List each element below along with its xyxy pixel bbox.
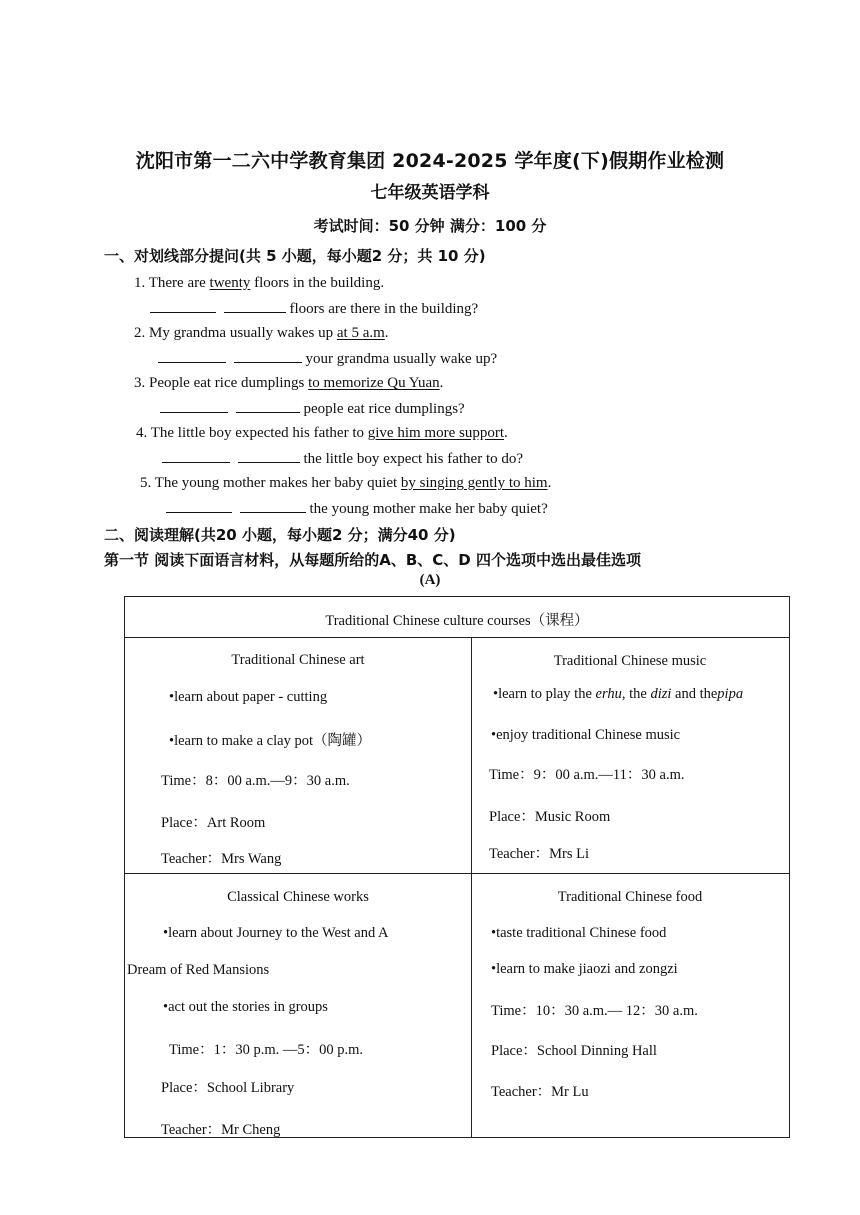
question-3 (134, 375, 443, 392)
underlined-part: give him more support (367, 425, 504, 441)
courses-table (124, 596, 790, 1138)
answer-blank[interactable] (238, 450, 300, 463)
instrument-erhu: erhu (595, 686, 622, 702)
answer-line-5 (166, 500, 548, 518)
answer-blank[interactable] (158, 350, 226, 363)
answer-blank[interactable] (240, 500, 306, 513)
rewrite-text: floors are there in the building? (289, 301, 479, 317)
course-music-place: Place：Music Room (489, 809, 611, 825)
question-5 (140, 475, 551, 492)
question-4 (136, 425, 508, 442)
rewrite-text: the young mother make her baby quiet? (309, 501, 548, 517)
exam-title: 沈阳市第一二六中学教育集团 2024-2025 学年度(下)假期作业检测 (135, 150, 725, 172)
course-art-place: Place：Art Room (161, 815, 266, 831)
question-text-end: . (547, 475, 552, 491)
exam-subject: 七年级英语学科 (370, 183, 490, 203)
course-works-place: Place：School Library (161, 1080, 295, 1096)
question-number: 5. (140, 475, 152, 491)
table-title: Traditional Chinese culture courses（课程） (325, 613, 589, 629)
course-food-name: Traditional Chinese food (557, 889, 703, 905)
question-number: 3. (134, 375, 146, 391)
course-food-item2: •learn to make jiaozi and zongzi (491, 961, 678, 977)
question-text-end: . (503, 425, 508, 441)
answer-line-1 (150, 300, 478, 318)
table-divider (471, 637, 472, 1137)
underlined-part: by singing gently to him (400, 475, 548, 491)
answer-blank[interactable] (234, 350, 302, 363)
answer-blank[interactable] (150, 300, 216, 313)
course-art-item2: •learn to make a clay pot（陶罐） (169, 733, 371, 749)
question-text-end: . (439, 375, 444, 391)
course-works-item2: •act out the stories in groups (163, 999, 328, 1015)
answer-blank[interactable] (236, 400, 300, 413)
section1-heading: 一、对划线部分提问(共 5 小题，每小题2 分；共 10 分) (104, 247, 486, 265)
course-music-time: Time：9：00 a.m.—11：30 a.m. (489, 767, 685, 783)
course-art-item1: •learn about paper - cutting (169, 689, 328, 705)
rewrite-text: the little boy expect his father to do? (303, 451, 524, 467)
course-food-item1: •taste traditional Chinese food (491, 925, 667, 941)
question-2 (134, 325, 389, 342)
course-music-teacher: Teacher：Mrs Li (489, 846, 590, 862)
question-text: My grandma usually wakes up (149, 325, 337, 341)
question-number: 4. (136, 425, 148, 441)
answer-blank[interactable] (166, 500, 232, 513)
course-music-item2: •enjoy traditional Chinese music (491, 727, 681, 743)
course-works-name: Classical Chinese works (227, 889, 369, 905)
answer-blank[interactable] (224, 300, 286, 313)
course-art-teacher: Teacher：Mrs Wang (161, 851, 282, 867)
passage-label: (A) (419, 572, 441, 588)
music-item1-sep: , the (621, 686, 651, 702)
part1-instruction: 第一节 阅读下面语言材料，从每题所给的A、B、C、D 四个选项中选出最佳选项 (104, 551, 641, 569)
instrument-pipa: pipa (717, 686, 744, 702)
question-text: The young mother makes her baby quiet (154, 475, 401, 491)
course-works-teacher: Teacher：Mr Cheng (161, 1122, 281, 1138)
table-divider (125, 637, 789, 638)
rewrite-text: people eat rice dumplings? (303, 401, 465, 417)
table-divider (125, 873, 789, 874)
underlined-part: at 5 a.m (336, 325, 385, 341)
course-music-name: Traditional Chinese music (553, 653, 707, 669)
answer-line-3 (160, 400, 465, 418)
section2-heading: 二、阅读理解(共20 小题，每小题2 分；满分40 分) (104, 526, 456, 544)
answer-line-4 (162, 450, 523, 468)
instrument-dizi: dizi (650, 686, 672, 702)
music-item1-text: •learn to play the (493, 686, 596, 702)
question-text: The little boy expected his father to (150, 425, 368, 441)
question-text: People eat rice dumplings (149, 375, 309, 391)
course-food-place: Place：School Dinning Hall (491, 1043, 657, 1059)
exam-info: 考试时间：50 分钟 满分：100 分 (313, 217, 547, 235)
question-text: There are (148, 275, 210, 291)
question-number: 1. (134, 275, 146, 291)
course-music-item1 (493, 686, 743, 703)
answer-line-2 (158, 350, 497, 368)
rewrite-text: your grandma usually wake up? (305, 351, 498, 367)
course-art-name: Traditional Chinese art (231, 652, 365, 668)
underlined-part: twenty (209, 275, 251, 291)
question-text-end: floors in the building. (250, 275, 385, 291)
course-art-time: Time：8：00 a.m.—9：30 a.m. (161, 773, 350, 789)
course-works-time: Time：1：30 p.m. —5：00 p.m. (169, 1042, 364, 1058)
course-works-item1: •learn about Journey to the West and A (163, 925, 389, 941)
question-text-end: . (384, 325, 389, 341)
course-food-teacher: Teacher：Mr Lu (491, 1084, 589, 1100)
answer-blank[interactable] (162, 450, 230, 463)
course-works-item1-cont: Dream of Red Mansions (127, 962, 270, 978)
course-food-time: Time：10：30 a.m.— 12：30 a.m. (491, 1003, 698, 1019)
answer-blank[interactable] (160, 400, 228, 413)
music-item1-sep: and the (671, 686, 718, 702)
question-number: 2. (134, 325, 146, 341)
underlined-part: to memorize Qu Yuan (308, 375, 440, 391)
question-1 (134, 275, 384, 292)
